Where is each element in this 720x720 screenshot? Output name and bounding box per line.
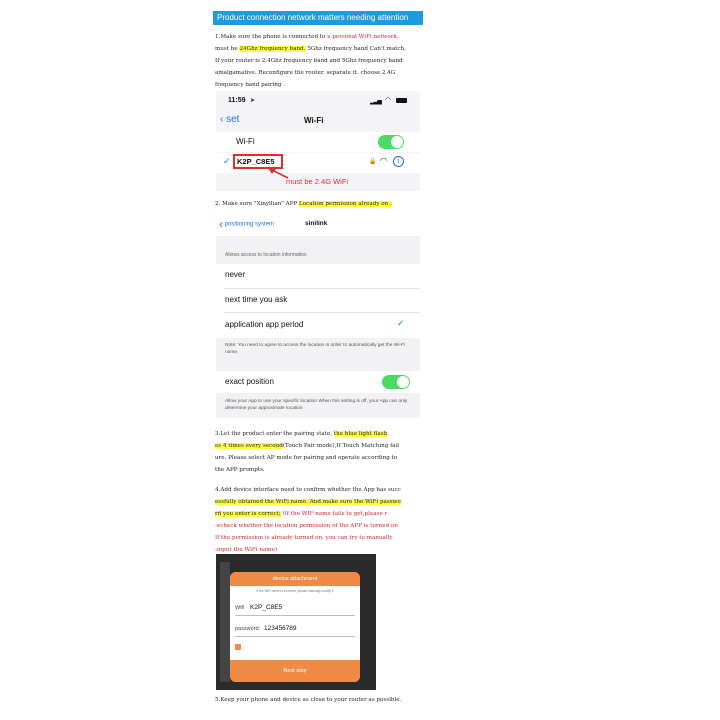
- step4-red-text: (If the WIF name fails to get,please r: [280, 511, 388, 517]
- step1-paragraph: [215, 31, 423, 91]
- step3-text2: (Touch Pair mode),If Touch Matching fail: [282, 443, 400, 449]
- step3-highlight2: es 4 times every second: [215, 443, 283, 449]
- back-label: set: [226, 114, 240, 125]
- dialog-hint: If the WiFi name is incorrect, please manually modify it: [256, 589, 334, 593]
- status-time: 11:59: [228, 97, 246, 104]
- dialog-title: device attachment: [272, 576, 318, 582]
- divider: [224, 288, 420, 289]
- location-arrow-icon: ➤: [250, 98, 256, 104]
- exact-position-toggle[interactable]: [382, 375, 410, 389]
- step1-line4: amalgamative. Reconfigure the router. separate it. choose 2.4G: [215, 70, 396, 76]
- page-header: Product connection network matters needing attention: [213, 11, 423, 25]
- wifi-screenshot: [216, 91, 420, 191]
- location-title: sinilink: [305, 220, 328, 227]
- exact-position-row: [216, 371, 420, 393]
- step3-line1: [215, 428, 423, 440]
- network-row[interactable]: [216, 153, 420, 173]
- location-back-button[interactable]: [219, 217, 274, 231]
- wifi-field-label: Wifi: [235, 605, 245, 611]
- step2-paragraph: [215, 198, 423, 210]
- checkmark-icon: ✓: [223, 156, 231, 166]
- wifi-label: Wi-Fi: [236, 137, 255, 146]
- step4-paragraph: [215, 484, 423, 556]
- checkmark-icon: ✓: [397, 318, 405, 328]
- step1-highlight: 24Ghz frequency band.: [239, 46, 306, 52]
- wifi-title: Wi-Fi: [304, 116, 324, 125]
- network-name: K2P_C8E5: [237, 157, 275, 166]
- step1-red-text: a personal WiFi network,: [327, 34, 399, 40]
- step4-red-line2: -echeck whether the location permission of the APP is turned on: [215, 523, 398, 529]
- step2-text: 2. Make sure "Xinyilian" APP: [215, 201, 299, 207]
- location-nav: [216, 212, 420, 236]
- step4-highlight2: rd you enter is correct;: [215, 511, 281, 517]
- option-app-period[interactable]: application app period: [225, 320, 304, 329]
- back-button[interactable]: [220, 114, 239, 125]
- step1-text2: must be: [215, 46, 240, 52]
- signal-icon: ▂▃▅: [370, 99, 381, 105]
- step1-text3: 5Ghz frequency band Can't match,: [305, 46, 406, 52]
- step3-text: 3.Let the product enter the pairing state,: [215, 431, 334, 437]
- divider: [224, 312, 420, 313]
- remember-checkbox[interactable]: [235, 644, 241, 650]
- step5-paragraph: [215, 694, 423, 706]
- step3-line3: ure. Please select AP mode for pairing and operate according to: [215, 455, 398, 461]
- next-step-label: Next step: [283, 668, 307, 674]
- step4-red-line3: If the permission is already turned on, you can try to manually: [215, 535, 393, 541]
- chevron-left-icon: ‹: [220, 114, 224, 125]
- exact-position-label: exact position: [225, 377, 274, 386]
- dialog-title-bar: [230, 572, 360, 586]
- option-never[interactable]: never: [225, 270, 246, 279]
- info-icon[interactable]: i: [393, 156, 404, 167]
- background-strip: [220, 562, 230, 682]
- wifi-field-underline: [235, 615, 355, 616]
- location-back-label: positioning system: [224, 221, 275, 228]
- annotation-text: must be 2.4G WiFi: [286, 177, 349, 186]
- password-field-value[interactable]: 123456789: [264, 625, 297, 632]
- step3-highlight: the blue light flash: [333, 431, 388, 437]
- device-dialog: [230, 572, 360, 682]
- step1-line2a: [215, 43, 423, 55]
- location-note: Note: You need to agree to access the location in order to automatically get the Wi-Fi name.: [225, 343, 405, 355]
- step4-line3: [215, 508, 423, 520]
- lock-icon: 🔒: [369, 159, 377, 165]
- password-field-label: password:: [235, 626, 261, 632]
- wifi-signal-icon: ◠: [380, 156, 387, 165]
- step4-line1: 4.Add device interface need to confirm whether the App has succ: [215, 487, 401, 493]
- location-footer-note: Allow your App to use your specific location When this setting is off, your App can only determine your approximate location: [225, 399, 408, 411]
- step2-line1: [215, 198, 423, 210]
- battery-icon: [396, 98, 407, 103]
- step4-line2: [215, 496, 423, 508]
- wifi-status-icon: ◠: [385, 97, 392, 104]
- step4-highlight: essfully obtained the WiFi name. And make sure the WiFi passwo: [215, 499, 401, 505]
- section-header: Allows access to location information: [225, 252, 307, 258]
- chevron-left-icon: ‹: [219, 217, 223, 231]
- step1-text: 1.Make sure the phone is connected to: [215, 34, 328, 40]
- step1-line3: If your router is 2.4Ghz frequency band and 5Ghz frequency band: [215, 58, 403, 64]
- next-step-button[interactable]: [230, 660, 360, 682]
- wifi-field-value[interactable]: K2P_C8E5: [250, 604, 283, 611]
- step4-red-line4: -input the WiFi name): [215, 547, 278, 553]
- step2-highlight: Location permission already on .: [299, 201, 392, 207]
- location-screenshot: [216, 212, 420, 418]
- step1-line1: [215, 31, 423, 43]
- password-field-underline: [235, 636, 355, 637]
- step3-line4: the APP prompts.: [215, 467, 265, 473]
- step1-line5: frequency band pairing .: [215, 82, 286, 88]
- step3-line2: [215, 440, 423, 452]
- options-group: [216, 264, 420, 338]
- dialog-screenshot: [216, 554, 376, 690]
- wifi-row: [216, 132, 420, 152]
- wifi-toggle[interactable]: [378, 135, 404, 149]
- step5-line1: 5.Keep your phone and device as close to your router as possible.: [215, 697, 402, 703]
- option-next-time[interactable]: next time you ask: [225, 295, 288, 304]
- step3-paragraph: [215, 428, 423, 476]
